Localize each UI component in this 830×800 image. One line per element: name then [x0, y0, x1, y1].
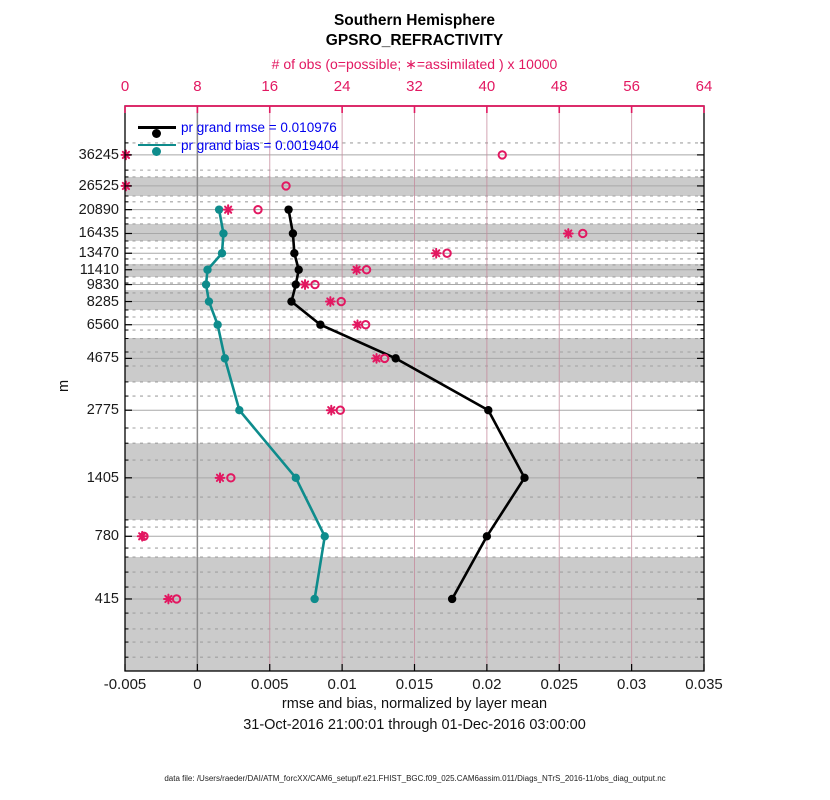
top-axis-label: # of obs (o=possible; ∗=assimilated ) x 10000 [271, 56, 558, 72]
bottom-axis-tick-label: 0.015 [395, 676, 434, 693]
top-axis-tick-label: 64 [695, 78, 713, 95]
bottom-axis-tick-label: 0.03 [617, 676, 647, 693]
date-range-label: 31-Oct-2016 21:00:01 through 01-Dec-2016 03:00:00 [243, 717, 586, 733]
top-axis-tick-label: 24 [333, 78, 351, 95]
plot-area [125, 106, 704, 671]
y-axis-tick-label: 13470 [78, 245, 119, 262]
top-axis-tick-label: 8 [193, 78, 202, 95]
bottom-axis-tick-label: 0 [193, 676, 202, 693]
bottom-axis-tick-label: 0.02 [472, 676, 502, 693]
y-axis-tick-label: 8285 [86, 293, 119, 310]
y-axis-tick-label: 415 [94, 590, 119, 607]
legend-label-bias: pr grand bias = 0.0019404 [181, 137, 339, 153]
legend-line-bias [138, 144, 176, 147]
variable-title: GPSRO_REFRACTIVITY [325, 32, 504, 49]
top-axis-tick-label: 56 [623, 78, 640, 95]
y-axis-tick-label: 4675 [86, 350, 119, 367]
top-axis-tick-label: 32 [406, 78, 423, 95]
page-title: Southern Hemisphere [333, 12, 496, 29]
y-axis-tick-label: 780 [94, 528, 119, 545]
top-axis-tick-label: 0 [120, 78, 130, 95]
data-file-label: data file: /Users/raeder/DAI/ATM_forcXX/CAM6_setup/f.e21.FHIST_BGC.f09_025.CAM6assim.011/Diags_NTrS_2016-11/obs_diag_output.nc [164, 774, 666, 783]
legend-item-bias [138, 138, 398, 156]
bottom-axis-tick-label: 0.025 [540, 676, 579, 693]
legend-item-rmse [138, 120, 398, 138]
top-axis-tick-label: 40 [478, 78, 496, 95]
legend-marker-bias [152, 147, 161, 156]
y-axis-tick-label: 36245 [78, 146, 119, 163]
y-axis-tick-label: 1405 [86, 469, 119, 486]
bottom-axis-tick-label: 0.005 [250, 676, 289, 693]
top-axis-tick-label: 16 [261, 78, 279, 95]
y-axis-tick-label: 9830 [86, 276, 119, 293]
y-axis-tick-label: 20890 [78, 201, 119, 218]
top-axis-tick-label: 48 [550, 78, 568, 95]
bottom-axis-tick-label: 0.01 [327, 676, 357, 693]
bottom-axis-tick-label: 0.035 [685, 676, 723, 693]
y-axis-tick-label: 11410 [79, 261, 119, 278]
legend-line-rmse [138, 126, 176, 129]
y-axis-tick-label: 16435 [78, 225, 119, 242]
x-axis-label: rmse and bias, normalized by layer mean [281, 696, 548, 712]
legend-label-rmse: pr grand rmse = 0.010976 [181, 120, 337, 135]
y-axis-tick-label: 26525 [78, 177, 119, 194]
y-axis-label: m [56, 379, 73, 393]
bottom-axis-tick-label: -0.005 [103, 676, 147, 693]
y-axis-tick-label: 6560 [86, 316, 119, 333]
y-axis-tick-label: 2775 [86, 402, 119, 419]
